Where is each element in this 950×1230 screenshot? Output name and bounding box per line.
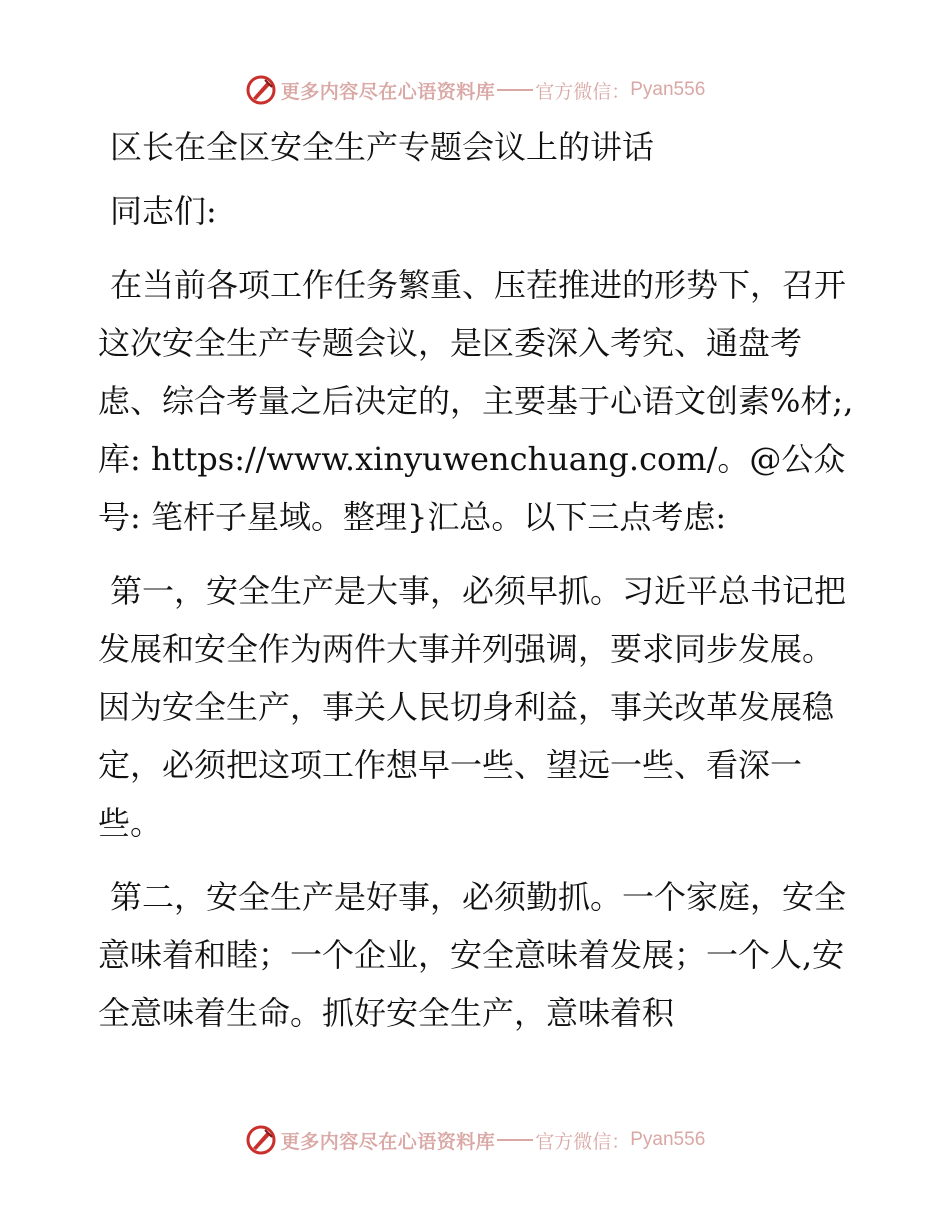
footer-banner [0,1118,950,1162]
quill-logo-icon [245,74,277,106]
banner-wechat-id: Pyan556 [630,1129,706,1150]
quill-logo-icon [245,1124,277,1156]
greeting: 同志们: [110,192,217,230]
banner-text: 更多内容尽在心语资料库 [280,80,496,103]
banner-dash [497,89,533,91]
page-title: 区长在全区安全生产专题会议上的讲话 [110,128,655,166]
banner-wechat-label: 官方微信： [535,1130,631,1153]
banner-wechat-label: 官方微信： [535,80,631,103]
banner-dash [497,1139,533,1141]
document-body [98,118,858,1058]
banner-wechat-id: Pyan556 [630,79,706,100]
paragraph-2: 第一，安全生产是大事，必须早抓。习近平总书记把发展和安全作为两件大事并列强调，要求同步发展。因为安全生产，事关人民切身利益，事关改革发展稳定，必须把这项工作想早一些、望远一些、看深一些。 [98,572,847,842]
paragraph-3: 第二，安全生产是好事，必须勤抓。一个家庭，安全意味着和睦；一个企业，安全意味着发展；一个人,安全意味着生命。抓好安全生产，意味着积 [98,878,847,1032]
paragraph-1: 在当前各项工作任务繁重、压茬推进的形势下，召开这次安全生产专题会议，是区委深入考究、通盘考虑、综合考量之后决定的，主要基于心语文创素%材;,库: https://www.xinyuwenchuang.com/。@公众号: 笔杆子星域。整理}汇总。以下三点考虑: [98,266,854,536]
header-banner [0,68,950,112]
banner-text: 更多内容尽在心语资料库 [280,1130,496,1153]
